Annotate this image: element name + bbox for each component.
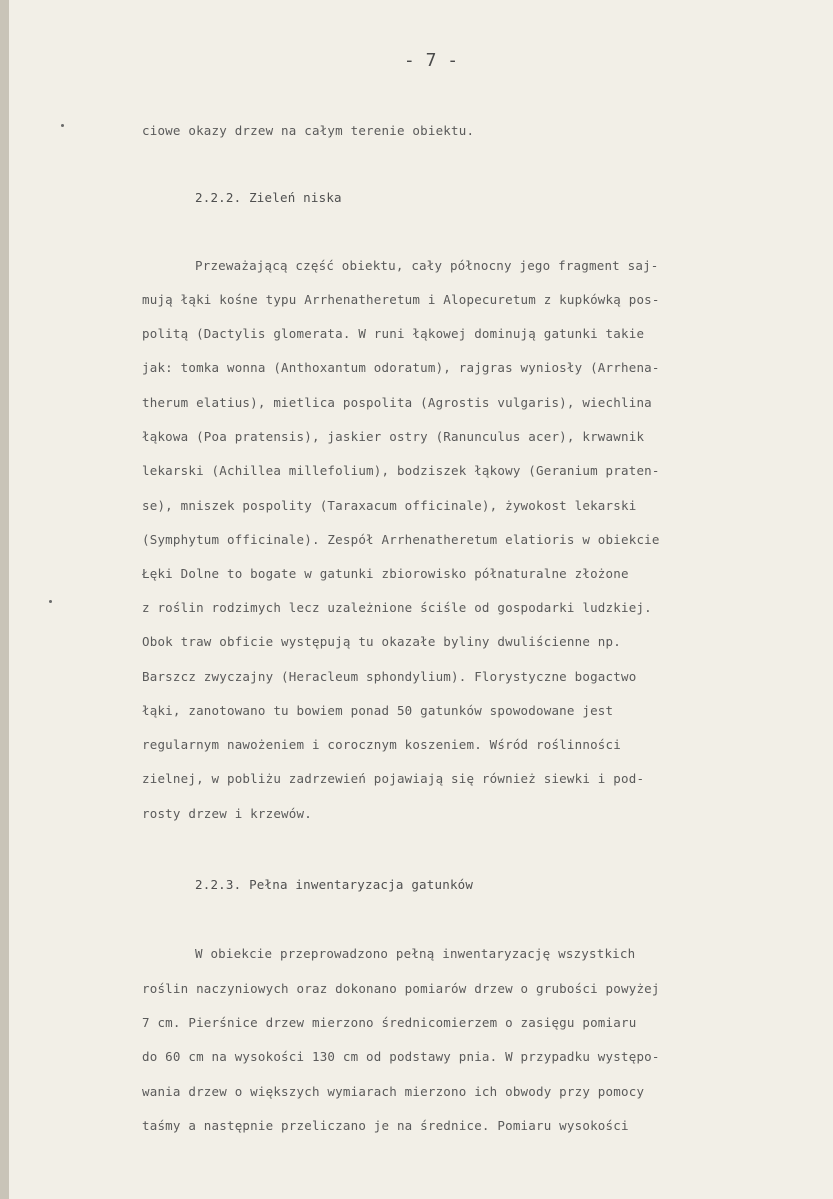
text-line: se), mniszek pospolity (Taraxacum officinale), żywokost lekarski [142, 498, 637, 513]
margin-mark [49, 600, 52, 603]
text-line: Przeważającą część obiektu, cały północny jego fragment saj- [195, 258, 659, 273]
margin-mark [61, 124, 64, 127]
text-line: lekarski (Achillea millefolium), bodziszek łąkowy (Geranium praten- [142, 463, 660, 478]
text-line: politą (Dactylis glomerata. W runi łąkowej dominują gatunki takie [142, 326, 645, 341]
text-line: W obiekcie przeprowadzono pełną inwentaryzację wszystkich [195, 946, 636, 961]
section-heading: 2.2.3. Pełna inwentaryzacja gatunków [195, 877, 474, 892]
text-line: do 60 cm na wysokości 130 cm od podstawy pnia. W przypadku występo- [142, 1049, 660, 1064]
text-line: Obok traw obficie występują tu okazałe byliny dwuliścienne np. [142, 634, 621, 649]
text-line: rosty drzew i krzewów. [142, 806, 312, 821]
text-line: regularnym nawożeniem i corocznym koszeniem. Wśród roślinności [142, 737, 621, 752]
text-line: łąki, zanotowano tu bowiem ponad 50 gatunków spowodowane jest [142, 703, 614, 718]
text-line: 7 cm. Pierśnice drzew mierzono średnicomierzem o zasięgu pomiaru [142, 1015, 637, 1030]
text-line: wania drzew o większych wymiarach mierzono ich obwody przy pomocy [142, 1084, 645, 1099]
text-line: therum elatius), mietlica pospolita (Agrostis vulgaris), wiechlina [142, 395, 652, 410]
section-heading: 2.2.2. Zieleń niska [195, 190, 342, 205]
text-line: zielnej, w pobliżu zadrzewień pojawiają się również siewki i pod- [142, 771, 645, 786]
text-line: mują łąki kośne typu Arrhenatheretum i Alopecuretum z kupkówką pos- [142, 292, 660, 307]
text-line: z roślin rodzimych lecz uzależnione ściśle od gospodarki ludzkiej. [142, 600, 652, 615]
text-line: ciowe okazy drzew na całym terenie obiektu. [142, 123, 475, 138]
text-line: jak: tomka wonna (Anthoxantum odoratum), rajgras wyniosły (Arrhena- [142, 360, 660, 375]
text-line: Łęki Dolne to bogate w gatunki zbiorowisko półnaturalne złożone [142, 566, 629, 581]
text-line: Barszcz zwyczajny (Heracleum sphondylium). Florystyczne bogactwo [142, 669, 637, 684]
page-number: - 7 - [403, 50, 459, 71]
text-line: (Symphytum officinale). Zespół Arrhenatheretum elatioris w obiekcie [142, 532, 660, 547]
text-line: łąkowa (Poa pratensis), jaskier ostry (Ranunculus acer), krwawnik [142, 429, 645, 444]
text-line: taśmy a następnie przeliczano je na średnice. Pomiaru wysokości [142, 1118, 629, 1133]
text-line: roślin naczyniowych oraz dokonano pomiarów drzew o grubości powyżej [142, 981, 660, 996]
